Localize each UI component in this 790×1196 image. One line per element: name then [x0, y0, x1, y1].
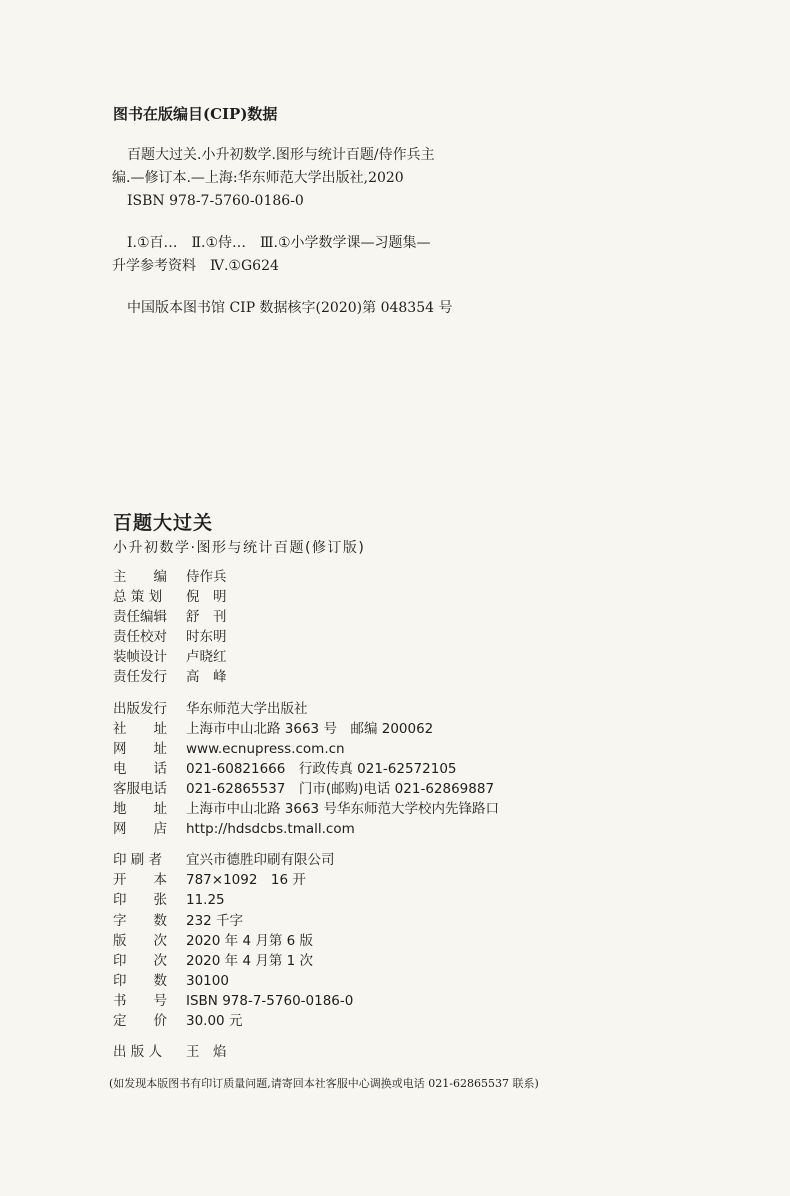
info-label: 版 次 [113, 932, 167, 949]
info-value: 侍作兵 [186, 569, 227, 585]
cip-line: 升学参考资料 Ⅳ.①G624 [112, 258, 279, 274]
info-value: www.ecnupress.com.cn [186, 740, 345, 757]
info-label: 出 版 人 [113, 1044, 163, 1061]
info-label: 印 张 [113, 892, 167, 909]
info-row [113, 699, 499, 719]
cip-verification-text: 中国版本图书馆 CIP 数据核字(2020)第 048354 号 [127, 300, 453, 316]
info-row [113, 819, 499, 839]
info-value: 卢晓红 [186, 649, 227, 666]
info-row [113, 759, 499, 779]
cip-line: 百题大过关.小升初数学.图形与统计百题/侍作兵主 [127, 147, 435, 163]
info-label: 印 次 [113, 952, 167, 969]
info-label: 网 址 [113, 740, 167, 757]
info-group [113, 850, 499, 1031]
info-value: 舒 刊 [186, 609, 227, 626]
info-value: 021-62865537 门市(邮购)电话 021-62869887 [186, 780, 495, 797]
info-row [113, 719, 499, 739]
info-value: 华东师范大学出版社 [186, 700, 308, 717]
cip-line: 编.—修订本.—上海:华东师范大学出版社,2020 [112, 170, 404, 186]
info-value: 2020 年 4 月第 1 次 [186, 952, 313, 969]
cip-line: Ⅰ.①百… Ⅱ.①侍… Ⅲ.①小学数学课—习题集— [127, 235, 431, 251]
book-subtitle: 小升初数学·图形与统计百题(修订版) [113, 540, 366, 556]
info-label: 网 店 [113, 821, 167, 838]
book-title: 百题大过关 [113, 512, 214, 534]
info-value: 高 峰 [186, 669, 227, 686]
footer-note: (如发现本版图书有印订质量问题,请寄回本社客服中心调换或电话 021-62865537 联系) [109, 1077, 539, 1090]
publication-info [113, 567, 499, 1073]
info-label: 装帧设计 [113, 649, 167, 666]
info-label: 责任编辑 [113, 609, 167, 626]
info-label: 印 刷 者 [113, 852, 163, 869]
cip-paragraph-2 [112, 232, 672, 278]
info-value: 2020 年 4 月第 6 版 [186, 932, 313, 949]
info-row [113, 1011, 499, 1031]
info-label: 地 址 [113, 801, 167, 818]
info-label: 责任发行 [113, 669, 167, 686]
info-label: 开 本 [113, 872, 167, 889]
info-row [113, 991, 499, 1011]
info-label: 出版发行 [113, 700, 167, 717]
info-row [113, 911, 499, 931]
info-value: 倪 明 [186, 589, 227, 606]
info-row [113, 971, 499, 991]
cip-isbn: ISBN 978-7-5760-0186-0 [127, 193, 304, 209]
cip-verification [112, 297, 672, 320]
info-row [113, 779, 499, 799]
info-row [113, 870, 499, 890]
info-row [113, 890, 499, 910]
info-row [113, 1042, 499, 1062]
info-label: 客服电话 [113, 780, 167, 797]
info-row [113, 607, 499, 627]
info-value: 11.25 [186, 892, 225, 909]
info-value: 021-60821666 行政传真 021-62572105 [186, 760, 457, 777]
info-label: 主 编 [113, 569, 167, 585]
info-row [113, 627, 499, 647]
info-label: 书 号 [113, 992, 167, 1009]
info-label: 社 址 [113, 720, 167, 737]
info-row [113, 667, 499, 687]
info-label: 定 价 [113, 1012, 167, 1029]
info-label: 总 策 划 [113, 589, 163, 606]
info-value: 30.00 元 [186, 1012, 243, 1029]
info-value: 上海市中山北路 3663 号 邮编 200062 [186, 720, 434, 737]
info-row [113, 587, 499, 607]
info-group [113, 567, 499, 688]
info-value: 王 焰 [186, 1044, 227, 1061]
info-row [113, 567, 499, 587]
info-value: 232 千字 [186, 912, 244, 929]
cip-paragraph-1 [112, 144, 672, 213]
info-row [113, 850, 499, 870]
info-value: 30100 [186, 972, 229, 989]
info-value: ISBN 978-7-5760-0186-0 [186, 992, 354, 1009]
info-value: http://hdsdcbs.tmall.com [186, 821, 355, 838]
info-label: 电 话 [113, 760, 167, 777]
info-value: 时东明 [186, 629, 227, 646]
info-label: 字 数 [113, 912, 167, 929]
info-label: 印 数 [113, 972, 167, 989]
info-group [113, 1042, 499, 1062]
info-row [113, 739, 499, 759]
cip-section [112, 103, 672, 320]
info-group [113, 699, 499, 840]
info-row [113, 799, 499, 819]
info-row [113, 951, 499, 971]
info-value: 宜兴市德胜印刷有限公司 [186, 852, 335, 869]
info-value: 上海市中山北路 3663 号华东师范大学校内先锋路口 [186, 801, 499, 818]
info-row [113, 647, 499, 667]
cip-heading: 图书在版编目(CIP)数据 [113, 105, 278, 123]
info-row [113, 931, 499, 951]
info-value: 787×1092 16 开 [186, 872, 306, 889]
info-label: 责任校对 [113, 629, 167, 646]
